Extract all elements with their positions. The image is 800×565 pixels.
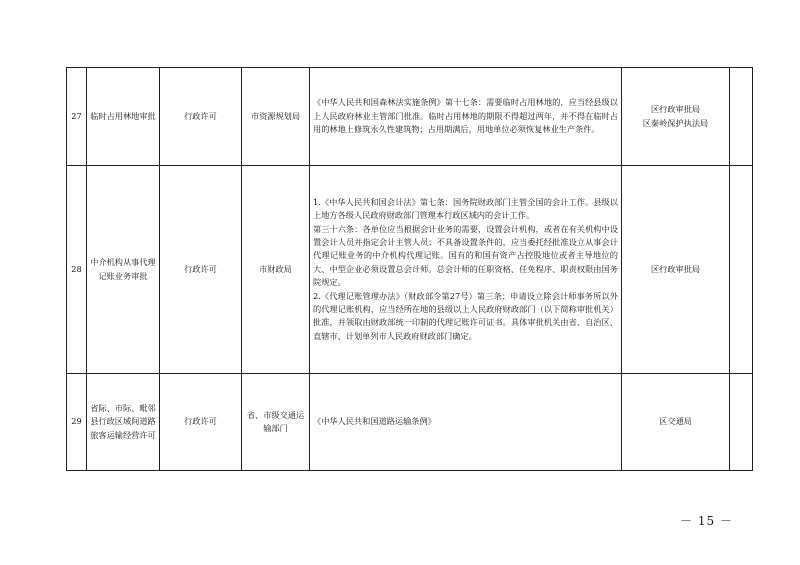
item-name: 临时占用林地审批 bbox=[87, 68, 160, 166]
legal-basis-paragraph: 2.《代理记账管理办法》（财政部令第27号）第三条：申请设立除会计师事务所以外的代理记账机构，应当经所在地的县级以上人民政府财政部门（以下简称审批机关）批准，并领取由财政部统一印制的代理记账许可证书。具体审批机关由省、自治区、直辖市、计划单列市人民政府财政部门确定。 bbox=[313, 290, 618, 341]
table-row bbox=[67, 374, 753, 471]
item-type: 行政许可 bbox=[160, 68, 242, 166]
remarks-cell bbox=[730, 166, 753, 374]
authority-table bbox=[66, 67, 753, 471]
row-number: 27 bbox=[67, 68, 87, 166]
item-type: 行政许可 bbox=[160, 166, 242, 374]
table-row bbox=[67, 166, 753, 374]
row-number: 28 bbox=[67, 166, 87, 374]
source-department: 市财政局 bbox=[242, 166, 310, 374]
implementing-agency: 区行政审批局 bbox=[622, 166, 730, 374]
implementing-agency: 区行政审批局 区秦岭保护执法局 bbox=[622, 68, 730, 166]
legal-basis-paragraph: 《中华人民共和国道路运输条例》 bbox=[313, 416, 436, 427]
page-number: － 15 － bbox=[680, 514, 733, 528]
item-type: 行政许可 bbox=[160, 374, 242, 471]
legal-basis bbox=[310, 68, 622, 166]
item-name: 中介机构从事代理记账业务审批 bbox=[87, 166, 160, 374]
legal-basis-paragraph: 1.《中华人民共和国会计法》第七条：国务院财政部门主管全国的会计工作。县级以上地方各级人民政府财政部门管理本行政区域内的会计工作。 bbox=[313, 196, 618, 221]
remarks-cell bbox=[730, 374, 753, 471]
row-number: 29 bbox=[67, 374, 87, 471]
item-name: 省际、市际、毗邻县行政区域间道路旅客运输经营许可 bbox=[87, 374, 160, 471]
table-row bbox=[67, 68, 753, 166]
legal-basis bbox=[310, 166, 622, 374]
source-department: 市资源规划局 bbox=[242, 68, 310, 166]
source-department: 省、市级交通运输部门 bbox=[242, 374, 310, 471]
legal-basis-paragraph: 第三十六条：各单位应当根据会计业务的需要，设置会计机构，或者在有关机构中设置会计人员并指定会计主管人员；不具备设置条件的，应当委托经批准设立从事会计代理记账业务的中介机构代理记账。国有的和国有资产占控股地位或者主导地位的大、中型企业必须设置总会计师。总会计师的任职资格、任免程序、职责权限由国务院规定。 bbox=[313, 223, 618, 288]
implementing-agency: 区交通局 bbox=[622, 374, 730, 471]
remarks-cell bbox=[730, 68, 753, 166]
legal-basis-paragraph: 《中华人民共和国森林法实施条例》第十七条：需要临时占用林地的，应当经县级以上人民政府林业主管部门批准。临时占用林地的期限不得超过两年，并不得在临时占用的林地上修筑永久性建筑物；占用期满后，用地单位必须恢复林业生产条件。 bbox=[313, 97, 618, 135]
legal-basis bbox=[310, 374, 622, 471]
